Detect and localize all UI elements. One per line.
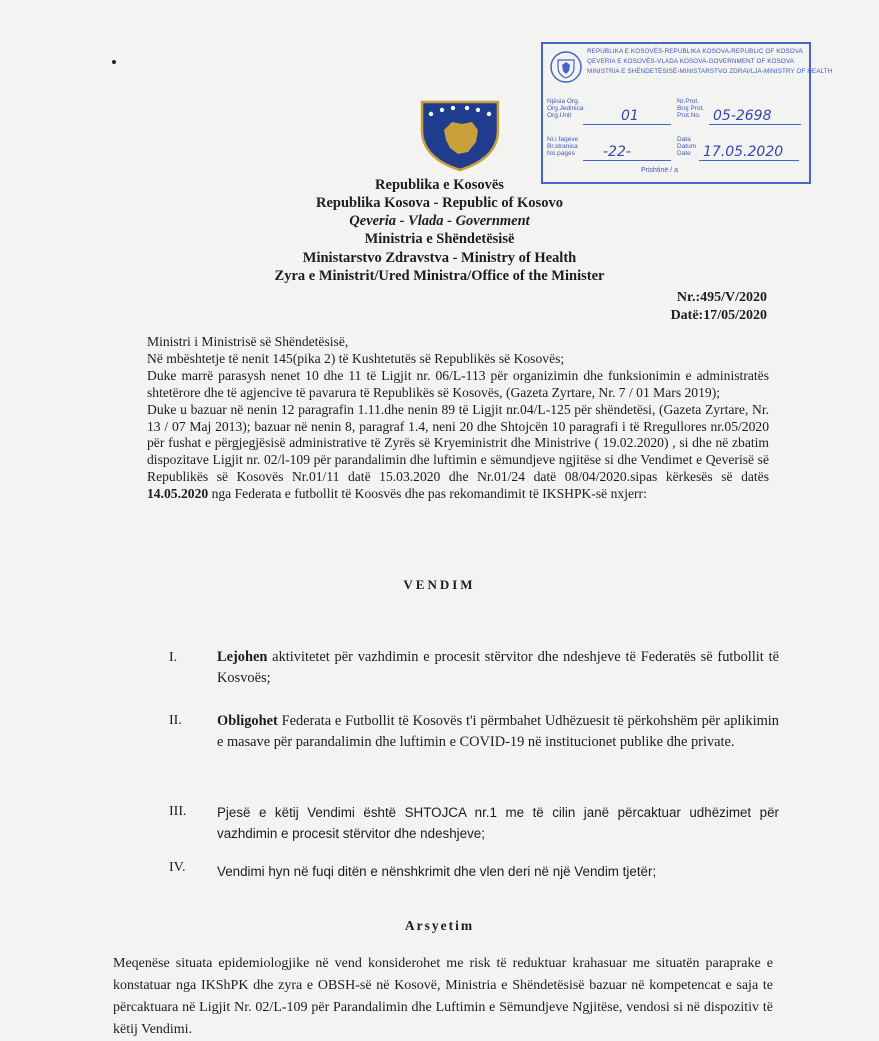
preamble-p4-a: Duke u bazuar në nenin 12 paragrafin 1.11.dhe nenin 89 të Ligjit nr.04/L-125 për shëndetësi, (Gazeta Zyrtare, Nr. 13 / 07 Maj 2013); bazuar në nenin 8, paragraf 1.4, neni 20 dhe Shtojcën 10 paragrafi i të Rregullores nr.05/2020 për fushat e përgjegjësisë administrative të Zyrës së Kryeministrit dhe Ministrive ( 19.02.2020) , si dhe në zbatim dispozitave Ligjit nr. 02/l-109 për parandalimin dhe luftimin e sëmundjeve ngjitëse si dhe Vendimet e Qeverisë së Republikës së Kosovës Nr.01/11 datë 15.03.2020 dhe Nr.01/24 datë 08/04/2020.sipas kërkesës së datës — [147, 401, 769, 485]
seal-icon — [549, 50, 583, 84]
item-text — [217, 802, 779, 844]
item-number: I. — [169, 650, 178, 665]
header-line-3: Qeveria - Vlada - Government — [349, 213, 530, 229]
item-number: IV. — [169, 860, 186, 875]
stamp-date-value: 17.05.2020 — [703, 144, 784, 160]
preamble — [147, 334, 769, 503]
preamble-p4 — [147, 402, 769, 503]
stamp-pages-value: -22- — [603, 144, 631, 160]
item-body: Pjesë e këtij Vendimi është SHTOJCA nr.1 me të cilin janë përcaktuar udhëzimet për vazhdimin e procesit stërvitor dhe ndeshjeve; — [217, 805, 779, 841]
stamp-org-labels: Njësia Org. Org.Jedinica Org.Unit — [547, 98, 584, 119]
stamp-pages-labels: Nr.i faqeve Br.stranica No.pages — [547, 136, 579, 157]
header-line-4: Ministria e Shëndetësisë — [364, 231, 515, 247]
vendim-title: VENDIM — [403, 577, 476, 592]
arsyetim-text: Meqenëse situata epidemiologjike në vend konsiderohet me risk të reduktuar krahasuar me situatën paraprake e konstatuar nga IKShPK dhe zyra e OBSH-së në Kosovë, Ministria e Shëndetësisë bazuar në kompetencat e saja te përcaktuara në Ligjit Nr. 02/L-109 për Parandalimin dhe Luftimin e Sëmundjeve Ngjitëse, vendosi si në dispozitiv të këtij Vendimi. — [113, 956, 773, 1037]
item-body: Federata e Futbollit të Kosovës t'i përmbahet Udhëzuesit të përkohshëm për aplikimin e masave për parandalimin dhe luftimin e COVID-19 në institucionet publike dhe private. — [217, 713, 779, 750]
document-number: Nr.:495/V/2020 — [676, 290, 767, 305]
item-bold: Obligohet — [217, 713, 278, 729]
item-text — [217, 647, 779, 689]
scan-speck — [112, 60, 116, 64]
header-line-6: Zyra e Ministrit/Ured Ministra/Office of the Minister — [274, 268, 605, 284]
document-date: Datë:17/05/2020 — [670, 308, 767, 323]
item-text — [217, 861, 779, 882]
stamp-prot-value: 05-2698 — [713, 108, 772, 124]
preamble-p1: Ministri i Ministrisë së Shëndetësisë, — [147, 334, 349, 349]
stamp-org-value: 01 — [621, 108, 639, 124]
item-body: aktivitetet për vazhdimin e procesit stërvitor dhe ndeshjeve të Federatës së futbollit të Kosvoës; — [217, 649, 779, 686]
stamp-date-labels: Data Datum Date — [677, 136, 697, 157]
header-line-1: Republika e Kosovës — [375, 177, 504, 193]
stamp-prot-labels: Nr.Prot. Broj Prot. Prot.No. — [677, 98, 705, 119]
stamp-line-3: MINISTRIA E SHËNDETËSISË-MINISTARSTVO ZDRAVLJA-MINISTRY OF HEALTH — [587, 68, 833, 75]
stamp-line-2: QEVERIA E KOSOVËS-VLADA KOSOVA-GOVERNMENT OF KOSOVA — [587, 58, 795, 65]
header-line-2: Republika Kosova - Republic of Kosovo — [316, 195, 563, 211]
header-line-5: Ministarstvo Zdravstva - Ministry of Health — [302, 250, 577, 266]
item-bold: Lejohen — [217, 649, 268, 665]
preamble-p2: Në mbështetje të nenit 145(pika 2) të Kushtetutës së Republikës së Kosovës; — [147, 350, 565, 366]
item-number: II. — [169, 713, 182, 728]
stamp-line-1: REPUBLIKA E KOSOVËS-REPUBLIKA KOSOVA-REPUBLIC OF KOSOVA — [587, 48, 803, 55]
preamble-p4-date: 14.05.2020 — [147, 486, 209, 502]
item-body: Vendimi hyn në fuqi ditën e nënshkrimit dhe vlen deri në një Vendim tjetër; — [217, 864, 657, 879]
stamp-city: Prishtinë / a — [641, 167, 678, 174]
kosovo-coat-of-arms-icon — [418, 100, 502, 172]
preamble-p3: Duke marrë parasysh nenet 10 dhe 11 të Ligjit nr. 06/L-113 për organizimin dhe funksionimin e administratës shtetërore dhe të agjencive të pavarura të Republikës së Kosovës, (Gazeta Zyrtare, Nr. 7 / 01 Mars 2019); — [147, 367, 769, 400]
item-number: III. — [169, 804, 187, 819]
item-text — [217, 711, 779, 753]
protocol-stamp — [541, 42, 833, 184]
arsyetim-title: Arsyetim — [404, 918, 475, 933]
preamble-p4-c: nga Federata e futbollit të Koosvës dhe pas rekomandimit të IKSHPK-së nxjerr: — [208, 486, 647, 502]
